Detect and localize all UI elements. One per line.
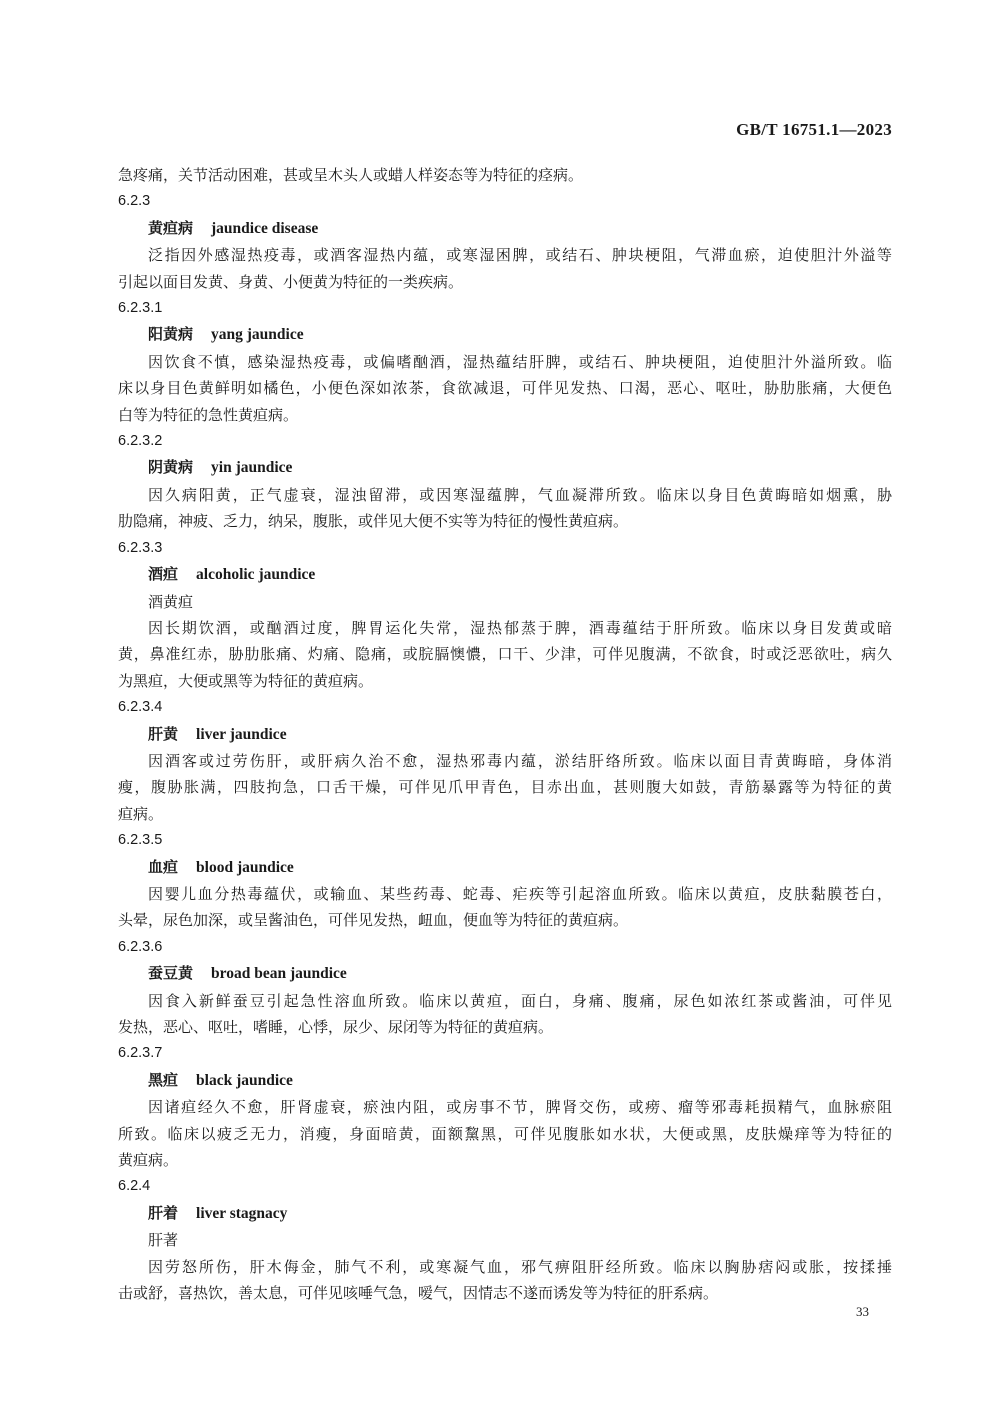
paragraph-line: 因饮食不慎，感染湿热疫毒，或偏嗜酗酒，湿热蕴结肝脾，或结石、肿块梗阻，迫使胆汁外溢所致。临 bbox=[148, 352, 894, 371]
paragraph-line: 因婴儿血分热毒蕴伏，或输血、某些药毒、蛇毒、疟疾等引起溶血所致。临床以黄疸，皮肤黏膜苍白， bbox=[148, 884, 894, 903]
term-chinese: 阳黄病 bbox=[148, 325, 194, 344]
term-chinese: 肝着 bbox=[148, 1203, 179, 1222]
term-english: black jaundice bbox=[196, 1071, 293, 1089]
document-body bbox=[118, 162, 892, 1306]
section-number: 6.2.3.6 bbox=[118, 938, 163, 955]
paragraph-line: 肝著 bbox=[148, 1231, 179, 1250]
term-heading bbox=[118, 561, 892, 588]
term-heading bbox=[118, 454, 892, 481]
paragraph-line: 击或舒，喜热饮，善太息，可伴见咳唾气急，嗳气，因情志不遂而诱发等为特征的肝系病。 bbox=[118, 1284, 719, 1303]
paragraph-line: 急疼痛，关节活动困难，甚或呈木头人或蜡人样姿态等为特征的痉病。 bbox=[118, 166, 584, 184]
term-heading bbox=[118, 1200, 892, 1227]
section-number: 6.2.3.4 bbox=[118, 699, 163, 716]
section-number: 6.2.3.7 bbox=[118, 1045, 163, 1062]
standard-number-header: GB/T 16751.1—2023 bbox=[736, 120, 892, 139]
term-heading bbox=[118, 721, 892, 748]
term-english: alcoholic jaundice bbox=[196, 566, 316, 584]
term-english: liver stagnacy bbox=[196, 1204, 288, 1222]
term-chinese: 黄疸病 bbox=[148, 218, 194, 237]
section-number: 6.2.3.5 bbox=[118, 832, 163, 849]
paragraph-line: 疸病。 bbox=[118, 804, 164, 823]
term-chinese: 蚕豆黄 bbox=[148, 964, 194, 983]
section-number: 6.2.3 bbox=[118, 193, 151, 210]
paragraph-line: 头晕，尿色加深，或呈酱油色，可伴见发热，衄血，便血等为特征的黄疸病。 bbox=[118, 911, 629, 930]
paragraph-line: 黄疸病。 bbox=[118, 1151, 179, 1170]
term-heading bbox=[118, 321, 892, 348]
paragraph-line: 因劳怒所伤，肝木侮金，肺气不利，或寒凝气血，邪气痹阻肝经所致。临床以胸胁痞闷或胀，按揉捶 bbox=[148, 1257, 894, 1276]
term-chinese: 肝黄 bbox=[148, 724, 179, 743]
paragraph-line: 因酒客或过劳伤肝，或肝病久治不愈，湿热邪毒内蕴，淤结肝络所致。临床以面目青黄晦暗，身体消 bbox=[148, 751, 894, 770]
section-number: 6.2.3.3 bbox=[118, 539, 163, 556]
section-number: 6.2.3.1 bbox=[118, 300, 163, 317]
term-chinese: 血疸 bbox=[148, 857, 179, 876]
paragraph-line: 白等为特征的急性黄疸病。 bbox=[118, 405, 299, 424]
page-number: 33 bbox=[856, 1304, 869, 1319]
paragraph-line: 因诸疸经久不愈，肝肾虚衰，瘀浊内阻，或房事不节，脾肾交伤，或痨、瘤等邪毒耗损精气，血脉瘀阻 bbox=[148, 1098, 894, 1117]
term-heading bbox=[118, 960, 892, 987]
term-chinese: 酒疸 bbox=[148, 565, 179, 584]
term-heading bbox=[118, 1067, 892, 1094]
paragraph-line: 因长期饮酒，或酗酒过度，脾胃运化失常，湿热郁蒸于脾，酒毒蕴结于肝所致。临床以身目发黄或暗 bbox=[148, 618, 894, 637]
section-number: 6.2.3.2 bbox=[118, 433, 163, 450]
term-english: blood jaundice bbox=[196, 858, 294, 876]
paragraph-line: 引起以面目发黄、身黄、小便黄为特征的一类疾病。 bbox=[118, 272, 464, 291]
section-number: 6.2.4 bbox=[118, 1178, 151, 1195]
term-heading bbox=[118, 215, 892, 242]
paragraph-line: 酒黄疸 bbox=[148, 592, 194, 611]
paragraph-line: 床以身目色黄鲜明如橘色，小便色深如浓茶，食欲减退，可伴见发热、口渴，恶心、呕吐，胁肋胀痛，大便色 bbox=[118, 379, 894, 398]
paragraph-line: 因食入新鲜蚕豆引起急性溶血所致。临床以黄疸，面白，身痛、腹痛，尿色如浓红茶或酱油，可伴见 bbox=[148, 991, 894, 1010]
term-chinese: 阴黄病 bbox=[148, 458, 194, 477]
paragraph-line: 肋隐痛，神疲、乏力，纳呆，腹胀，或伴见大便不实等为特征的慢性黄疸病。 bbox=[118, 512, 629, 531]
term-english: broad bean jaundice bbox=[211, 965, 347, 983]
paragraph-line: 所致。临床以疲乏无力，消瘦，身面暗黄，面额黧黑，可伴见腹胀如水状，大便或黑，皮肤燥痒等为特征的 bbox=[118, 1124, 894, 1143]
term-english: liver jaundice bbox=[196, 725, 287, 743]
paragraph-line: 发热，恶心、呕吐，嗜睡，心悸，尿少、尿闭等为特征的黄疸病。 bbox=[118, 1018, 554, 1036]
term-english: yin jaundice bbox=[211, 459, 293, 477]
paragraph-line: 黄，鼻准红赤，胁肋胀痛、灼痛、隐痛，或脘膈懊憹，口干、少津，可伴见腹满，不欲食，时或泛恶欲吐，病久 bbox=[118, 645, 893, 664]
paragraph-line: 因久病阳黄，正气虚衰，湿浊留滞，或因寒湿蕴脾，气血凝滞所致。临床以身目色黄晦暗如烟熏，胁 bbox=[148, 485, 894, 504]
term-heading bbox=[118, 854, 892, 881]
term-english: yang jaundice bbox=[211, 326, 304, 344]
paragraph-line: 为黑疸，大便或黑等为特征的黄疸病。 bbox=[118, 671, 374, 690]
paragraph-line: 泛指因外感湿热疫毒，或酒客湿热内蕴，或寒湿困脾，或结石、肿块梗阻，气滞血瘀，迫使胆汁外溢等 bbox=[148, 246, 894, 265]
term-english: jaundice disease bbox=[211, 219, 319, 237]
term-chinese: 黑疸 bbox=[148, 1070, 179, 1089]
paragraph-line: 瘦，腹胁胀满，四肢拘急，口舌干燥，可伴见爪甲青色，目赤出血，甚则腹大如鼓，青筋暴露等为特征的黄 bbox=[118, 778, 894, 797]
